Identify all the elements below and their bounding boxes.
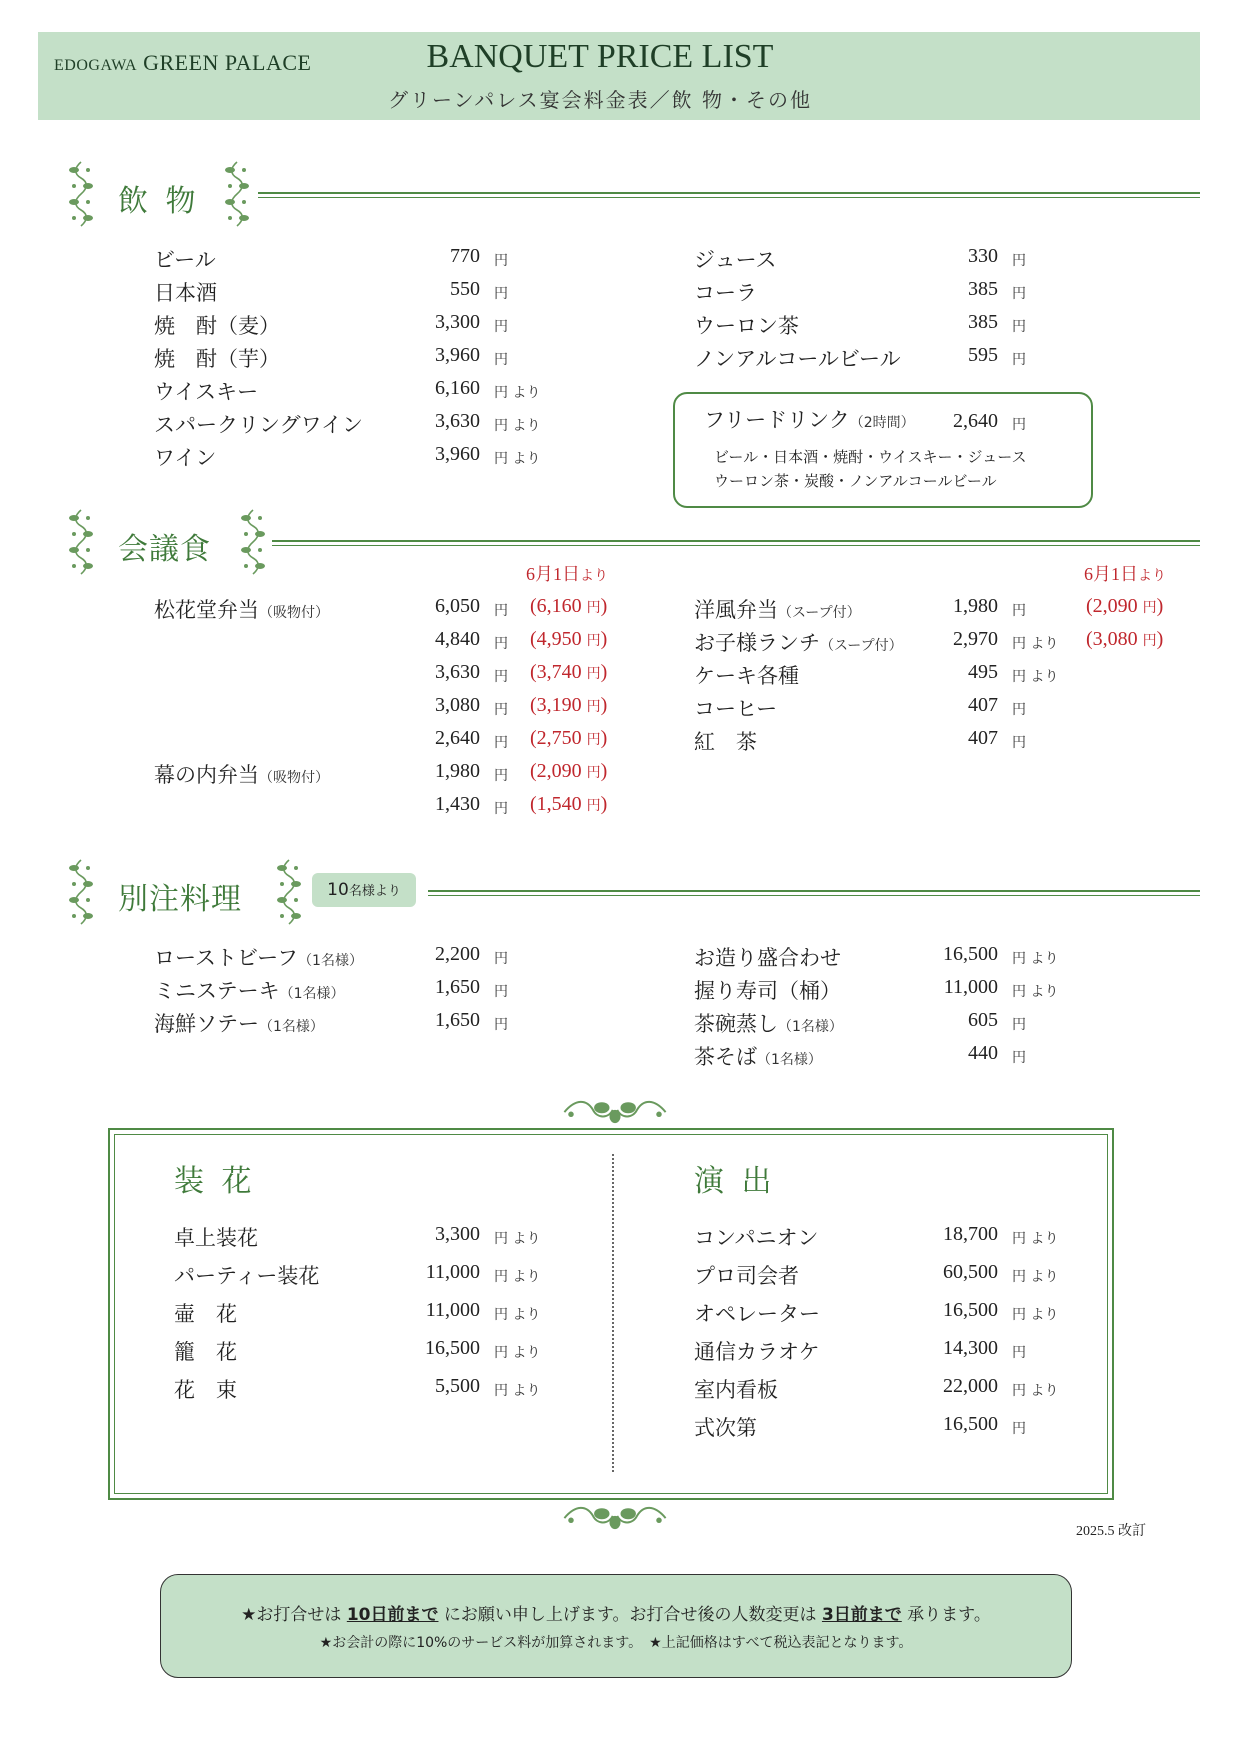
unit: 円 bbox=[494, 801, 508, 817]
price: 16,500 bbox=[943, 1299, 998, 1321]
unit: 円 bbox=[494, 636, 508, 652]
menu-item: 茶そば（1名様） bbox=[694, 1045, 822, 1069]
menu-item: 海鮮ソテー（1名様） bbox=[154, 1012, 324, 1036]
unit: 円 bbox=[494, 951, 508, 967]
price: 6,050 bbox=[435, 595, 480, 617]
price: 11,000 bbox=[425, 1261, 480, 1283]
unit: 円 より bbox=[494, 1307, 541, 1323]
price: 440 bbox=[968, 1042, 998, 1064]
menu-item: ケーキ各種 bbox=[694, 664, 799, 688]
price: 14,300 bbox=[943, 1337, 998, 1359]
menu-item: 茶碗蒸し（1名様） bbox=[694, 1012, 843, 1036]
minimum-guests-badge: 10名様より bbox=[312, 873, 416, 907]
new-price: (4,950 円) bbox=[530, 628, 608, 650]
menu-item: 式次第 bbox=[694, 1416, 757, 1440]
menu-item: ノンアルコールビール bbox=[694, 347, 901, 371]
unit: 円 より bbox=[494, 385, 541, 401]
menu-item: ウイスキー bbox=[154, 380, 259, 404]
unit: 円 より bbox=[1012, 1231, 1059, 1247]
unit: 円 bbox=[494, 1017, 508, 1033]
price: 1,980 bbox=[435, 760, 480, 782]
unit: 円 bbox=[1012, 1017, 1026, 1033]
price: 60,500 bbox=[943, 1261, 998, 1283]
price: 3,300 bbox=[435, 1223, 480, 1245]
new-price: (3,740 円) bbox=[530, 661, 608, 683]
free-drink-line1: ビール・日本酒・焼酎・ウイスキー・ジュース bbox=[714, 448, 1027, 466]
menu-item: ジュース bbox=[694, 248, 777, 272]
unit: 円 より bbox=[494, 451, 541, 467]
menu-item: 洋風弁当（スープ付） bbox=[694, 598, 861, 622]
menu-item: ミニステーキ（1名様） bbox=[154, 979, 345, 1003]
section-title-special: 別注料理 bbox=[118, 882, 242, 917]
menu-item: 松花堂弁当（吸物付） bbox=[154, 598, 329, 622]
unit: 円 より bbox=[494, 1345, 541, 1361]
price: 3,960 bbox=[435, 443, 480, 465]
price: 407 bbox=[968, 727, 998, 749]
free-drink-price: 2,640 bbox=[953, 410, 998, 432]
price: 2,640 bbox=[435, 727, 480, 749]
unit: 円 より bbox=[1012, 951, 1059, 967]
price: 16,500 bbox=[943, 943, 998, 965]
vine-ornament-top-icon bbox=[560, 1096, 670, 1126]
price: 11,000 bbox=[425, 1299, 480, 1321]
unit: 円 bbox=[494, 352, 508, 368]
price: 11,000 bbox=[943, 976, 998, 998]
price: 1,980 bbox=[953, 595, 998, 617]
menu-item: スパークリングワイン bbox=[154, 413, 363, 437]
unit: 円 bbox=[494, 669, 508, 685]
menu-item: 紅 茶 bbox=[694, 730, 757, 754]
ornament-right-icon bbox=[274, 858, 304, 926]
unit: 円 bbox=[494, 702, 508, 718]
menu-item: コンパニオン bbox=[694, 1226, 819, 1250]
price: 5,500 bbox=[435, 1375, 480, 1397]
menu-item: お造り盛合わせ bbox=[694, 946, 841, 970]
price: 595 bbox=[968, 344, 998, 366]
brand: EDOGAWA GREEN PALACE bbox=[54, 50, 312, 75]
price: 550 bbox=[450, 278, 480, 300]
new-price: (3,190 円) bbox=[530, 694, 608, 716]
menu-item: 籠 花 bbox=[174, 1340, 237, 1364]
menu-item: 幕の内弁当（吸物付） bbox=[154, 763, 329, 787]
vine-ornament-bottom-icon bbox=[560, 1502, 670, 1532]
price: 1,650 bbox=[435, 976, 480, 998]
unit: 円 bbox=[1012, 735, 1026, 751]
section-title-flowers: 装 花 bbox=[174, 1164, 256, 1199]
price: 1,650 bbox=[435, 1009, 480, 1031]
price: 22,000 bbox=[943, 1375, 998, 1397]
unit: 円 より bbox=[494, 1383, 541, 1399]
new-price: (6,160 円) bbox=[530, 595, 608, 617]
price: 3,630 bbox=[435, 661, 480, 683]
free-drink-name: フリードリンク（2時間） bbox=[704, 408, 915, 432]
new-price: (2,750 円) bbox=[530, 727, 608, 749]
price: 3,960 bbox=[435, 344, 480, 366]
section-rule bbox=[272, 540, 1200, 546]
unit: 円 bbox=[494, 984, 508, 1000]
unit: 円 bbox=[494, 286, 508, 302]
price: 330 bbox=[968, 245, 998, 267]
menu-item: ビール bbox=[154, 248, 216, 272]
price: 16,500 bbox=[425, 1337, 480, 1359]
unit: 円 より bbox=[494, 418, 541, 434]
unit: 円 bbox=[1012, 702, 1026, 718]
unit: 円 より bbox=[1012, 1383, 1059, 1399]
price: 6,160 bbox=[435, 377, 480, 399]
menu-item: コーラ bbox=[694, 281, 757, 305]
menu-item: 焼 酎（芋） bbox=[154, 347, 280, 371]
unit: 円 より bbox=[494, 1269, 541, 1285]
menu-item: 握り寿司（桶） bbox=[694, 979, 841, 1003]
menu-item: ローストビーフ（1名様） bbox=[154, 946, 363, 970]
menu-item: 壷 花 bbox=[174, 1302, 237, 1326]
menu-item: お子様ランチ（スープ付） bbox=[694, 631, 903, 655]
unit: 円 bbox=[494, 735, 508, 751]
price: 605 bbox=[968, 1009, 998, 1031]
notes-box bbox=[160, 1574, 1072, 1678]
menu-item: プロ司会者 bbox=[694, 1264, 799, 1288]
unit: 円 より bbox=[1012, 1307, 1059, 1323]
price: 407 bbox=[968, 694, 998, 716]
unit: 円 bbox=[1012, 1345, 1026, 1361]
unit: 円 bbox=[1012, 253, 1026, 269]
menu-item: コーヒー bbox=[694, 697, 778, 721]
section-title-drinks: 飲 物 bbox=[118, 184, 200, 219]
section-title-meals: 会議食 bbox=[118, 532, 211, 567]
ornament-left-icon bbox=[66, 508, 96, 576]
price: 770 bbox=[450, 245, 480, 267]
price: 3,300 bbox=[435, 311, 480, 333]
unit: 円 bbox=[1012, 286, 1026, 302]
price: 16,500 bbox=[943, 1413, 998, 1435]
revision-date: 2025.5 改訂 bbox=[1076, 1524, 1146, 1539]
menu-item: 卓上装花 bbox=[174, 1226, 258, 1250]
menu-item: ワイン bbox=[154, 446, 217, 470]
section-rule bbox=[428, 890, 1200, 896]
unit: 円 より bbox=[1012, 636, 1059, 652]
menu-item: 通信カラオケ bbox=[694, 1340, 820, 1364]
unit: 円 bbox=[494, 253, 508, 269]
price: 3,080 bbox=[435, 694, 480, 716]
note-line-1: ★お打合せは 10日前まで にお願い申し上げます。お打合せ後の人数変更は 3日前まで 承ります。 bbox=[241, 1605, 991, 1625]
unit: 円 bbox=[1012, 319, 1026, 335]
price: 18,700 bbox=[943, 1223, 998, 1245]
section-rule bbox=[258, 192, 1200, 198]
effective-date-left: 6月1日より bbox=[526, 564, 608, 584]
menu-item: パーティー装花 bbox=[174, 1264, 320, 1288]
price: 3,630 bbox=[435, 410, 480, 432]
unit: 円 より bbox=[1012, 669, 1059, 685]
unit: 円 bbox=[494, 319, 508, 335]
menu-item: 焼 酎（麦） bbox=[154, 314, 280, 338]
price: 1,430 bbox=[435, 793, 480, 815]
unit: 円 より bbox=[494, 1231, 541, 1247]
ornament-left-icon bbox=[66, 858, 96, 926]
new-price: (2,090 円) bbox=[1086, 595, 1164, 617]
page-title: BANQUET PRICE LIST bbox=[426, 38, 774, 75]
unit: 円 bbox=[1012, 417, 1026, 433]
menu-item: 花 束 bbox=[174, 1378, 237, 1402]
effective-date-right: 6月1日より bbox=[1084, 564, 1166, 584]
menu-item: 日本酒 bbox=[154, 281, 217, 305]
menu-item: ウーロン茶 bbox=[694, 314, 799, 338]
ornament-right-icon bbox=[238, 508, 268, 576]
price: 385 bbox=[968, 311, 998, 333]
new-price: (3,080 円) bbox=[1086, 628, 1164, 650]
section-title-production: 演 出 bbox=[694, 1164, 776, 1199]
menu-item: オペレーター bbox=[694, 1302, 820, 1326]
unit: 円 bbox=[494, 768, 508, 784]
note-line-2: ★お会計の際に10%のサービス料が加算されます。 ★上記価格はすべて税込表記となります。 bbox=[319, 1635, 913, 1651]
price: 495 bbox=[968, 661, 998, 683]
unit: 円 bbox=[1012, 1050, 1026, 1066]
column-divider bbox=[612, 1154, 614, 1472]
unit: 円 bbox=[1012, 352, 1026, 368]
price: 2,970 bbox=[953, 628, 998, 650]
menu-item: 室内看板 bbox=[694, 1378, 778, 1402]
ornament-left-icon bbox=[66, 160, 96, 228]
new-price: (1,540 円) bbox=[530, 793, 608, 815]
page-subtitle: グリーンパレス宴会料金表／飲 物・その他 bbox=[388, 88, 812, 112]
ornament-right-icon bbox=[222, 160, 252, 228]
price: 385 bbox=[968, 278, 998, 300]
unit: 円 より bbox=[1012, 984, 1059, 1000]
unit: 円 より bbox=[1012, 1269, 1059, 1285]
price: 2,200 bbox=[435, 943, 480, 965]
new-price: (2,090 円) bbox=[530, 760, 608, 782]
unit: 円 bbox=[494, 603, 508, 619]
price: 4,840 bbox=[435, 628, 480, 650]
unit: 円 bbox=[1012, 1421, 1026, 1437]
free-drink-line2: ウーロン茶・炭酸・ノンアルコールビール bbox=[714, 472, 997, 490]
unit: 円 bbox=[1012, 603, 1026, 619]
